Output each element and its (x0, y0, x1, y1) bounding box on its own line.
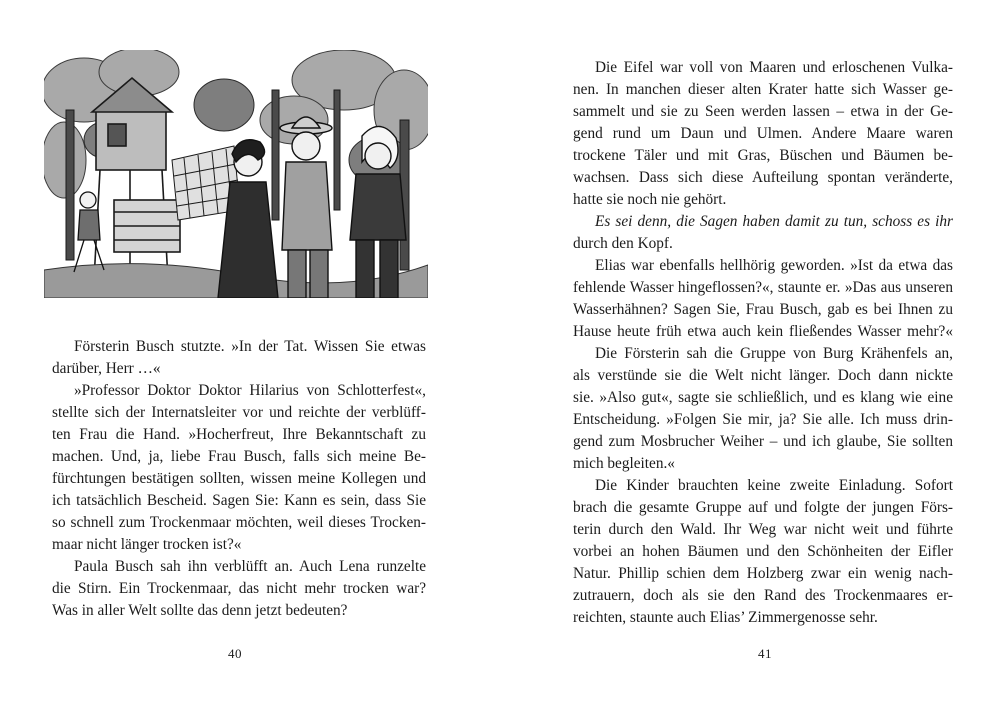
text-line: machen. Und, ja, liebe Frau Busch, falls sich meine Be- (52, 448, 426, 465)
page-number: 40 (228, 646, 242, 661)
text-line: Natur. Phillip schien dem Holzberg zwar ein wenig nach- (573, 565, 953, 582)
forest-treehouse-illustration (44, 50, 428, 298)
text-line: so schnell zum Trockenmaar möchten, weil dieses Trocken- (52, 514, 426, 531)
text-line: ich tatsächlich Bescheid. Sagen Sie: Kann es sein, dass Sie (52, 492, 426, 509)
text-line: fehlende Wasser hingeflossen?«, staunte er. »Das aus unseren (573, 279, 953, 296)
text-line: Entscheidung. »Folgen Sie mir, ja? Sie alle. Ich muss drin- (573, 411, 953, 428)
text-line: Elias war ebenfalls hellhörig geworden. »Ist da etwa das (595, 257, 953, 274)
text-line: hatte sie noch nie gehört. (573, 191, 727, 208)
right-page-text (573, 57, 953, 629)
text-line: fürchtungen bestätigen sollten, wissen meine Kollegen und (52, 470, 426, 487)
text-line: »Professor Doktor Doktor Hilarius von Schlotterfest«, (74, 382, 426, 399)
text-line: Die Eifel war voll von Maaren und erloschenen Vulka- (595, 59, 953, 76)
text-line: maar nicht länger trocken ist?« (52, 536, 242, 553)
text-line: Es sei denn, die Sagen haben damit zu tun, schoss es ihr (595, 213, 953, 230)
paragraph (52, 380, 426, 556)
left-page-text (52, 336, 426, 622)
text-line: Försterin Busch stutzte. »In der Tat. Wissen Sie etwas (74, 338, 426, 355)
text-line: Wasserhähnen? Sagen Sie, Frau Busch, gab es bei Ihnen zu (573, 301, 953, 318)
text-line: darüber, Herr …« (52, 360, 161, 377)
paragraph (573, 343, 953, 475)
text-line: Was in aller Welt sollte das denn jetzt bedeuten? (52, 602, 348, 619)
paragraph (52, 556, 426, 622)
paragraph (52, 336, 426, 380)
text-line: gend rund um Daun und Ulmen. Andere Maare waren (573, 125, 953, 142)
text-line: sie. »Also gut«, sagte sie schließlich, und es klang wie eine (573, 389, 953, 406)
text-line: als verstünde sie die Welt nicht länger. Doch dann nickte (573, 367, 953, 384)
text-line: durch den Kopf. (573, 235, 673, 252)
text-line: stellte sich der Internatsleiter vor und reichte der verblüff- (52, 404, 426, 421)
text-line: nen. In manchen dieser alten Krater hatte sich Wasser ge- (573, 81, 953, 98)
right-page (500, 0, 1000, 709)
text-line: Die Försterin sah die Gruppe von Burg Krähenfels an, (595, 345, 953, 362)
text-line: die Stirn. Ein Trockenmaar, das nicht mehr trocken war? (52, 580, 426, 597)
paragraph (573, 211, 953, 255)
text-line: reichten, staunte auch Elias’ Zimmergenosse sehr. (573, 609, 878, 626)
text-line: ten Frau die Hand. »Hocherfreut, Ihre Bekanntschaft zu (52, 426, 426, 443)
page-number: 41 (758, 646, 772, 661)
paragraph (573, 57, 953, 211)
text-line: gend zum Mosbrucher Weiher – und ich glaube, Sie sollten (573, 433, 953, 450)
text-line: sammelt und sie zu Seen werden lassen – etwa in der Ge- (573, 103, 953, 120)
text-line: mich begleiten.« (573, 455, 675, 472)
text-line: Paula Busch sah ihn verblüfft an. Auch Lena runzelte (74, 558, 426, 575)
text-line: Die Kinder brauchten keine zweite Einladung. Sofort (595, 477, 953, 494)
text-line: vorbei an hohen Bäumen und den Schönheiten der Eifler (573, 543, 953, 560)
text-line: trockene Täler und mit Gras, Büschen und Bäumen be- (573, 147, 953, 164)
text-line: brach die gesamte Gruppe auf und folgte der jungen Förs- (573, 499, 953, 516)
paragraph (573, 255, 953, 343)
text-line: zutrauern, doch als sie den Rand des Trockenmaares er- (573, 587, 953, 604)
text-line: terin durch den Wald. Ihr Weg war nicht weit und führte (573, 521, 953, 538)
text-line: Hause heute früh etwa auch kein fließendes Wasser mehr?« (573, 323, 953, 340)
paragraph (573, 475, 953, 629)
text-line: wachsen. Dass sich diese Aufteilung spontan veränderte, (573, 169, 953, 186)
